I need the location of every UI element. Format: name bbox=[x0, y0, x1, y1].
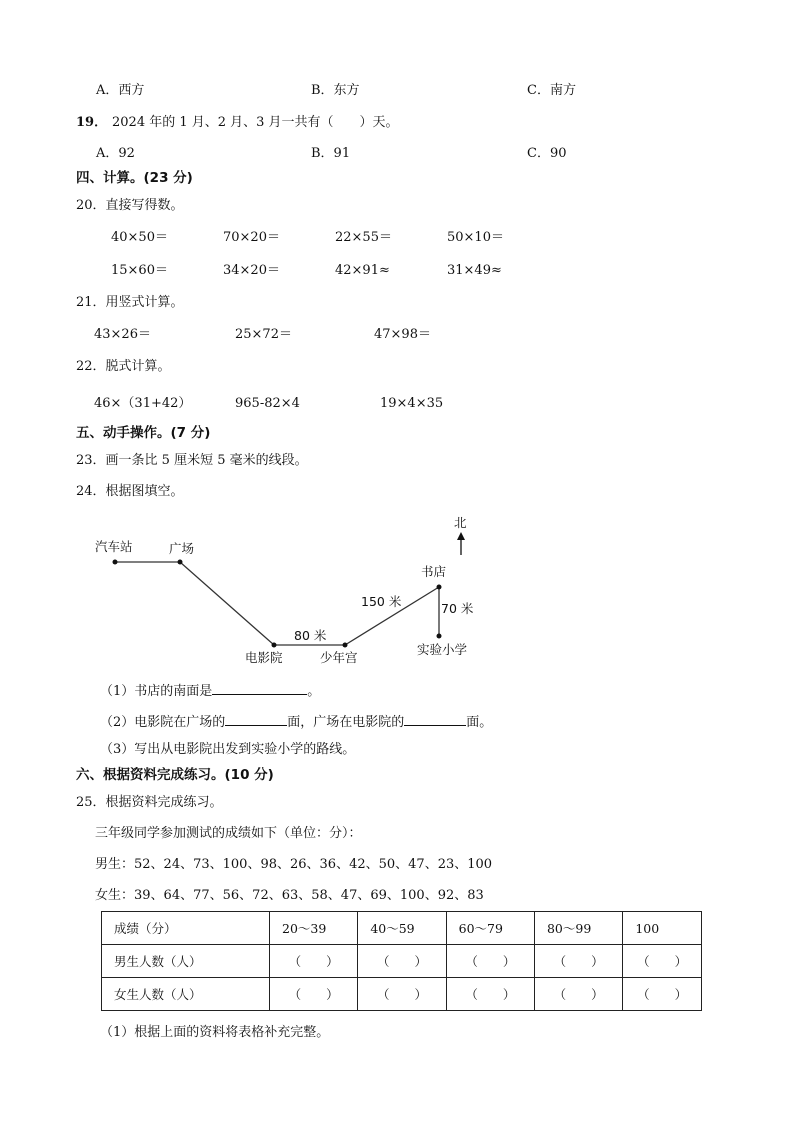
answer-blank[interactable] bbox=[225, 713, 287, 726]
q25-sub1: （1）根据上面的资料将表格补充完整。 bbox=[100, 1025, 330, 1040]
answer-cell[interactable]: （ ） bbox=[446, 945, 534, 978]
q18-option-a: A．西方 bbox=[96, 83, 145, 98]
q20-item: 22×55＝ bbox=[335, 230, 392, 245]
row-label-boys: 男生人数（人） bbox=[102, 945, 270, 978]
youth-palace-point bbox=[343, 643, 348, 648]
distance-70m: 70 米 bbox=[441, 601, 474, 616]
table-header-cell: 60～79 bbox=[446, 912, 534, 945]
north-arrow bbox=[457, 532, 465, 555]
q20-item: 40×50＝ bbox=[111, 230, 168, 245]
q25-text: 25．根据资料完成练习。 bbox=[76, 795, 223, 810]
q20-item: 42×91≈ bbox=[335, 263, 390, 278]
q21-item: 25×72＝ bbox=[235, 327, 292, 342]
answer-blank[interactable] bbox=[212, 682, 307, 695]
q23-text: 23．画一条比 5 厘米短 5 毫米的线段。 bbox=[76, 453, 308, 468]
q25-girls-scores: 女生：39、64、77、56、72、63、58、47、69、100、92、83 bbox=[95, 888, 484, 903]
bus-station-label: 汽车站 bbox=[95, 539, 133, 554]
table-header-cell: 成绩（分） bbox=[102, 912, 270, 945]
q20-item: 50×10＝ bbox=[447, 230, 504, 245]
answer-blank[interactable] bbox=[404, 713, 466, 726]
answer-cell[interactable]: （ ） bbox=[446, 978, 534, 1011]
q25-intro: 三年级同学参加测试的成绩如下（单位：分）： bbox=[95, 826, 362, 841]
table-row-girls bbox=[102, 978, 702, 1011]
table-header-cell: 20～39 bbox=[270, 912, 358, 945]
q20-item: 15×60＝ bbox=[111, 263, 168, 278]
answer-cell[interactable]: （ ） bbox=[534, 978, 622, 1011]
table-header-cell: 40～59 bbox=[358, 912, 446, 945]
q19-text: 2024 年的 1 月、2 月、3 月一共有（ ）天。 bbox=[112, 115, 399, 130]
bookstore-label: 书店 bbox=[421, 564, 447, 579]
q20-item: 31×49≈ bbox=[447, 263, 502, 278]
answer-cell[interactable]: （ ） bbox=[534, 945, 622, 978]
q22-item: 46×（31+42） bbox=[94, 396, 192, 411]
bookstore-point bbox=[437, 585, 442, 590]
score-table bbox=[101, 911, 702, 1011]
answer-cell[interactable]: （ ） bbox=[358, 945, 446, 978]
q24-sub1: （1）书店的南面是 。 bbox=[100, 684, 321, 699]
school-point bbox=[437, 634, 442, 639]
table-row-boys bbox=[102, 945, 702, 978]
q18-option-b: B．东方 bbox=[311, 83, 360, 98]
section-5-heading: 五、动手操作。(7 分) bbox=[76, 425, 211, 441]
bus-station-point bbox=[113, 560, 118, 565]
q24-sub3: （3）写出从电影院出发到实验小学的路线。 bbox=[100, 742, 356, 757]
table-header-cell: 100 bbox=[623, 912, 702, 945]
q22-item: 965-82×4 bbox=[235, 396, 300, 411]
answer-cell[interactable]: （ ） bbox=[623, 945, 702, 978]
youth-palace-label: 少年宫 bbox=[320, 650, 358, 665]
q22-item: 19×4×35 bbox=[380, 396, 444, 411]
section-6-heading: 六、根据资料完成练习。(10 分) bbox=[76, 767, 274, 783]
answer-cell[interactable]: （ ） bbox=[270, 978, 358, 1011]
answer-cell[interactable]: （ ） bbox=[623, 978, 702, 1011]
q24-sub2: （2）电影院在广场的 面，广场在电影院的 面。 bbox=[100, 715, 493, 730]
table-header-row bbox=[102, 912, 702, 945]
q21-text: 21．用竖式计算。 bbox=[76, 295, 184, 310]
q21-item: 47×98＝ bbox=[374, 327, 431, 342]
q18-option-c: C．南方 bbox=[527, 83, 576, 98]
cinema-label: 电影院 bbox=[245, 650, 283, 665]
school-label: 实验小学 bbox=[417, 642, 468, 657]
q19-option-b: B．91 bbox=[311, 146, 351, 161]
section-4-heading: 四、计算。(23 分) bbox=[76, 170, 193, 186]
cinema-point bbox=[272, 643, 277, 648]
answer-cell[interactable]: （ ） bbox=[358, 978, 446, 1011]
q19-option-a: A．92 bbox=[96, 146, 135, 161]
q22-text: 22．脱式计算。 bbox=[76, 359, 171, 374]
square-point bbox=[178, 560, 183, 565]
row-label-girls: 女生人数（人） bbox=[102, 978, 270, 1011]
q25-boys-scores: 男生：52、24、73、100、98、26、36、42、50、47、23、100 bbox=[95, 857, 493, 872]
q20-text: 20．直接写得数。 bbox=[76, 198, 184, 213]
square-label: 广场 bbox=[169, 541, 195, 556]
answer-cell[interactable]: （ ） bbox=[270, 945, 358, 978]
q24-text: 24．根据图填空。 bbox=[76, 484, 184, 499]
q20-item: 70×20＝ bbox=[223, 230, 280, 245]
distance-150m: 150 米 bbox=[361, 594, 402, 609]
q20-item: 34×20＝ bbox=[223, 263, 280, 278]
q19-option-c: C．90 bbox=[527, 146, 567, 161]
table-header-cell: 80～99 bbox=[534, 912, 622, 945]
distance-80m: 80 米 bbox=[294, 628, 327, 643]
q19-number: 19． bbox=[76, 115, 108, 130]
q21-item: 43×26＝ bbox=[94, 327, 151, 342]
route-map bbox=[0, 505, 794, 675]
north-label: 北 bbox=[454, 515, 467, 530]
